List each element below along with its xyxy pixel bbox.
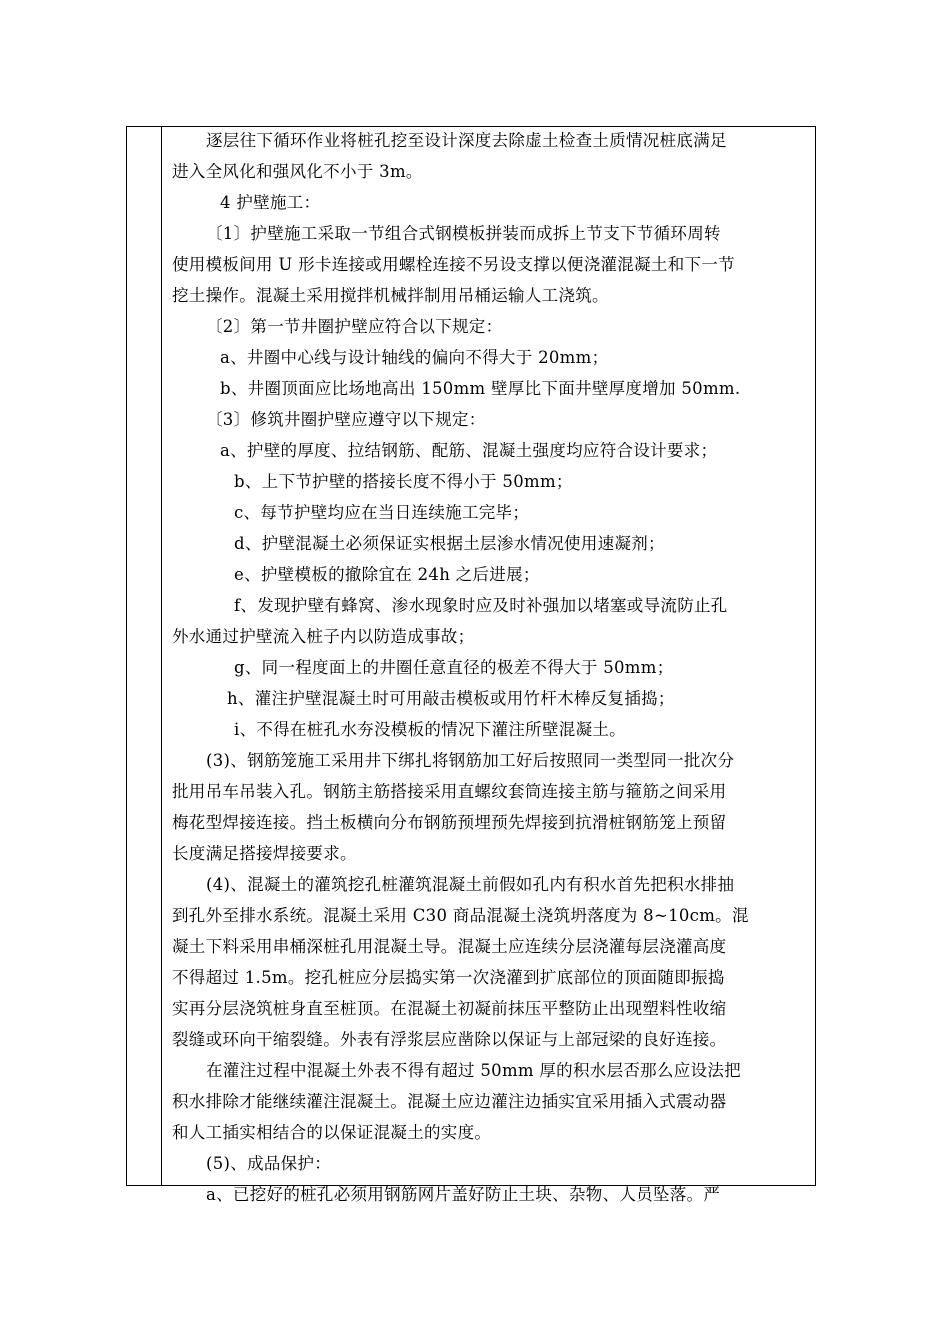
text-line: (3)、钢筋笼施工采用井下绑扎将钢筋加工好后按照同一类型同一批次分 — [206, 751, 735, 770]
text-line: 梅花型焊接连接。挡土板横向分布钢筋预埋预先焊接到抗滑桩钢筋笼上预留 — [172, 813, 727, 832]
text-line: a、已挖好的桩孔必须用钢筋网片盖好防止土块、杂物、人员坠落。严 — [206, 1185, 721, 1204]
text-line: d、护壁混凝土必须保证实根据土层渗水情况使用速凝剂； — [234, 534, 665, 553]
text-line: e、护壁模板的撤除宜在 24h 之后进展； — [234, 565, 540, 584]
text-line: 和人工插实相结合的以保证混凝土的实度。 — [172, 1123, 492, 1142]
content-table — [126, 126, 816, 1204]
text-line: 长度满足搭接焊接要求。 — [172, 844, 357, 863]
table-text-cell — [162, 127, 815, 1204]
text-line: 凝土下料采用串桶深桩孔用混凝土导。混凝土应连续分层浇灌每层浇灌高度 — [172, 937, 727, 956]
text-line: 不得超过 1.5m。挖孔桩应分层捣实第一次浇灌到扩底部位的顶面随即振捣 — [172, 968, 725, 987]
text-line: 〔1〕护壁施工采取一节组合式钢模板拼装而成拆上节支下节循环周转 — [206, 224, 721, 243]
text-line: b、上下节护壁的搭接长度不得小于 50mm； — [234, 472, 573, 491]
text-line: 裂缝或环向干缩裂缝。外表有浮浆层应凿除以保证与上部冠梁的良好连接。 — [172, 1030, 727, 1049]
text-line: f、发现护壁有蜂窝、渗水现象时应及时补强加以堵塞或导流防止孔 — [234, 596, 728, 615]
text-line: 挖土操作。混凝土采用搅拌机械拌制用吊桶运输人工浇筑。 — [172, 286, 609, 305]
text-line: i、不得在桩孔水夯没模板的情况下灌注所壁混凝土。 — [234, 720, 626, 739]
text-line: 批用吊车吊装入孔。钢筋主筋搭接采用直螺纹套筒连接主筋与箍筋之间采用 — [172, 782, 727, 801]
text-line: 进入全风化和强风化不小于 3m。 — [172, 162, 423, 181]
text-line: h、灌注护壁混凝土时可用敲击模板或用竹杆木棒反复插捣； — [227, 689, 675, 708]
text-line: 使用模板间用 U 形卡连接或用螺栓连接不另设支撑以便浇灌混凝土和下一节 — [172, 255, 735, 274]
text-line: 实再分层浇筑桩身直至桩顶。在混凝土初凝前抹压平整防止出现塑料性收缩 — [172, 999, 727, 1018]
text-line: 到孔外至排水系统。混凝土采用 C30 商品混凝土浇筑坍落度为 8~10cm。混 — [172, 906, 749, 925]
text-line: 在灌注过程中混凝土外表不得有超过 50mm 厚的积水层否那么应设法把 — [206, 1061, 741, 1080]
text-line: a、护壁的厚度、拉结钢筋、配筋、混凝土强度均应符合设计要求； — [220, 441, 718, 460]
text-line: 逐层往下循环作业将桩孔挖至设计深度去除虚土检查土质情况桩底满足 — [206, 131, 727, 150]
text-line: c、每节护壁均应在当日连续施工完毕； — [234, 503, 530, 522]
text-line: 〔3〕修筑井圈护壁应遵守以下规定： — [206, 410, 486, 429]
text-line: 4 护壁施工： — [220, 193, 321, 212]
text-line: 〔2〕第一节井圈护壁应符合以下规定： — [206, 317, 503, 336]
text-line: b、井圈顶面应比场地高出 150mm 壁厚比下面井壁厚度增加 50mm. — [220, 379, 741, 398]
text-line: 外水通过护壁流入桩子内以防造成事故； — [172, 627, 475, 646]
text-line: (4)、混凝土的灌筑挖孔桩灌筑混凝土前假如孔内有积水首先把积水排抽 — [206, 875, 735, 894]
text-line: g、同一程度面上的井圈任意直径的极差不得大于 50mm； — [234, 658, 674, 677]
text-line: (5)、成品保护： — [206, 1154, 332, 1173]
text-line: a、井圈中心线与设计轴线的偏向不得大于 20mm； — [220, 348, 609, 367]
text-line: 积水排除才能继续灌注混凝土。混凝土应边灌注边插实宜采用插入式震动器 — [172, 1092, 727, 1111]
table-left-column — [127, 127, 162, 1185]
